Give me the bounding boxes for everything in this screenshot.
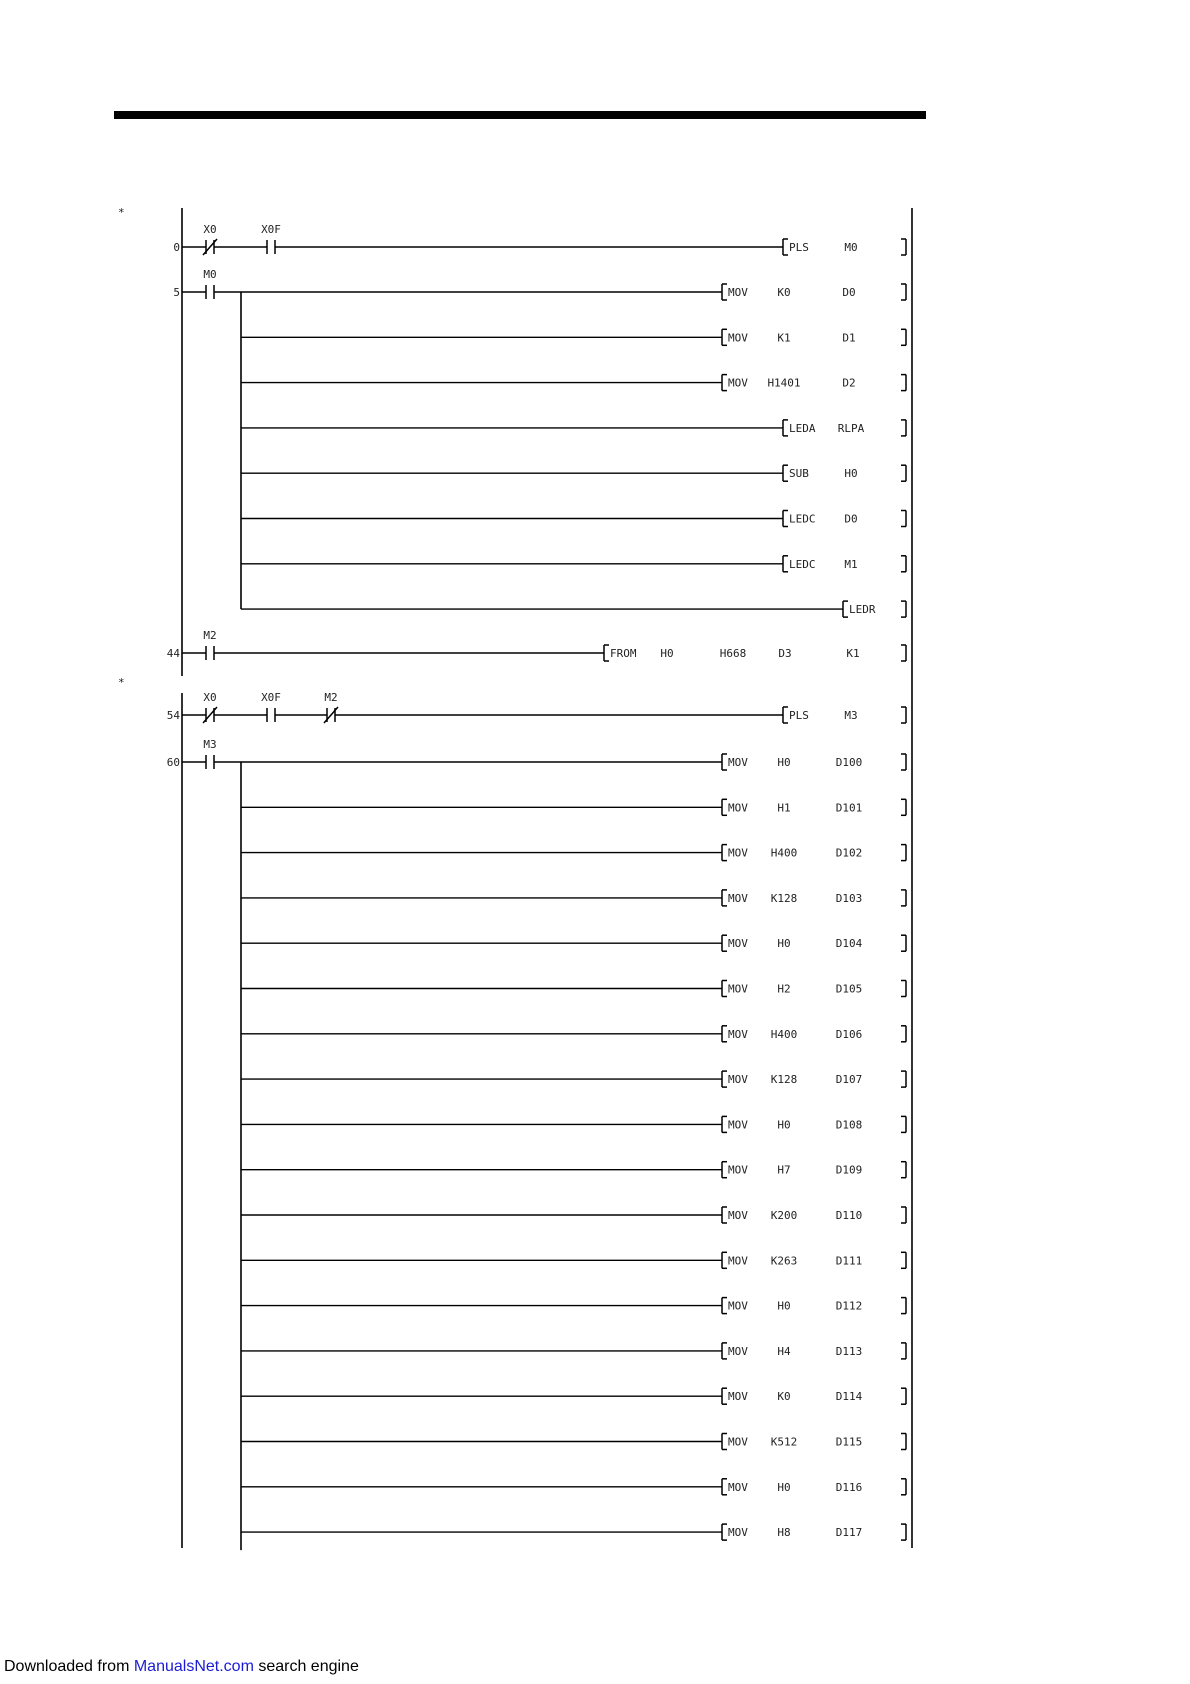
instruction-mov-mnemonic: MOV (728, 891, 748, 905)
manualsnet-link[interactable]: ManualsNet.com (133, 1658, 254, 1675)
instruction-mov-mnemonic: MOV (728, 1435, 748, 1449)
instruction-mov-operand: D105 (835, 982, 863, 996)
instruction-ledc-mnemonic: LEDC (789, 557, 816, 571)
instruction-mov-mnemonic: MOV (728, 1118, 748, 1132)
instruction-mov-operand: H4 (777, 1344, 791, 1358)
instruction-mov-mnemonic: MOV (728, 1390, 748, 1404)
instruction-mov-mnemonic: MOV (728, 1299, 748, 1313)
instruction-mov-operand: D103 (835, 891, 863, 905)
instruction-mov-mnemonic: MOV (728, 376, 748, 390)
instruction-mov-mnemonic: MOV (728, 1073, 748, 1087)
instruction-mov-operand: K128 (770, 1073, 798, 1087)
contact-label: X0F (261, 223, 281, 236)
instruction-leda-operand: RLPA (837, 421, 865, 435)
instruction-mov-operand: K1 (777, 331, 791, 345)
instruction-mov-operand: H0 (777, 1118, 791, 1132)
instruction-mov-operand: D1 (842, 331, 856, 345)
instruction-ledc-operand: D0 (844, 512, 858, 526)
instruction-mov-operand: D112 (835, 1299, 863, 1313)
instruction-mov-mnemonic: MOV (728, 1209, 748, 1222)
instruction-mov-operand: D107 (835, 1073, 863, 1087)
instruction-from-operand: D3 (778, 647, 792, 660)
instruction-mov-operand: D101 (835, 801, 863, 815)
instruction-from-operand: H668 (719, 647, 747, 660)
instruction-mov-operand: D106 (835, 1027, 863, 1041)
instruction-mov-operand: D114 (835, 1390, 863, 1404)
contact-label: X0 (203, 223, 217, 236)
instruction-mov-mnemonic: MOV (728, 1344, 748, 1358)
instruction-mov-mnemonic: MOV (728, 756, 748, 769)
instruction-mov-operand: D113 (835, 1344, 863, 1358)
step-number: 0 (173, 241, 180, 254)
instruction-mov-operand: K200 (770, 1209, 798, 1222)
instruction-mov-operand: D100 (835, 756, 863, 769)
instruction-pls-operand: M3 (844, 709, 858, 722)
instruction-mov-mnemonic: MOV (728, 1526, 748, 1540)
instruction-mov-operand: K0 (777, 286, 791, 299)
footer-note (4, 1658, 359, 1676)
instruction-mov-operand: H400 (770, 846, 798, 860)
instruction-mov-mnemonic: MOV (728, 286, 748, 299)
instruction-mov-operand: H0 (777, 937, 791, 951)
step-number: 5 (173, 286, 180, 299)
instruction-from-operand: H0 (660, 647, 674, 660)
instruction-mov-operand: H2 (777, 982, 791, 996)
instruction-mov-operand: K0 (777, 1390, 791, 1404)
instruction-mov-operand: D108 (835, 1118, 863, 1132)
instruction-mov-mnemonic: MOV (728, 801, 748, 815)
instruction-mov-operand: D104 (835, 937, 863, 951)
instruction-mov-mnemonic: MOV (728, 1254, 748, 1268)
instruction-mov-operand: H0 (777, 1299, 791, 1313)
instruction-mov-operand: H8 (777, 1526, 791, 1540)
instruction-sub-mnemonic: SUB (789, 467, 809, 481)
step-number: 44 (166, 647, 180, 660)
instruction-from-mnemonic: FROM (610, 647, 637, 660)
step-number: 60 (166, 756, 180, 769)
instruction-mov-operand: K128 (770, 891, 798, 905)
instruction-mov-operand: D115 (835, 1435, 863, 1449)
instruction-mov-operand: K512 (770, 1435, 798, 1449)
instruction-mov-operand: D117 (835, 1526, 863, 1540)
instruction-pls-operand: M0 (844, 241, 858, 254)
instruction-mov-mnemonic: MOV (728, 982, 748, 996)
instruction-ledc-operand: M1 (844, 557, 858, 571)
instruction-mov-operand: H1401 (767, 376, 801, 390)
footer-suffix: search engine (253, 1658, 359, 1675)
instruction-mov-operand: D2 (842, 376, 856, 390)
instruction-mov-mnemonic: MOV (728, 1027, 748, 1041)
instruction-mov-operand: D110 (835, 1209, 863, 1222)
contact-label: M2 (203, 629, 217, 642)
instruction-mov-operand: D0 (842, 286, 856, 299)
comment-marker: * (118, 676, 125, 689)
instruction-from-operand: K1 (846, 647, 860, 660)
instruction-mov-mnemonic: MOV (728, 846, 748, 860)
instruction-mov-mnemonic: MOV (728, 1163, 748, 1177)
contact-label: X0F (261, 691, 281, 704)
instruction-leda-mnemonic: LEDA (789, 421, 816, 435)
instruction-pls-mnemonic: PLS (789, 241, 809, 254)
instruction-mov-mnemonic: MOV (728, 331, 748, 345)
instruction-mov-operand: H1 (777, 801, 791, 815)
instruction-mov-mnemonic: MOV (728, 937, 748, 951)
instruction-mov-operand: D102 (835, 846, 863, 860)
instruction-mov-operand: D111 (835, 1254, 863, 1268)
instruction-sub-operand: H0 (844, 467, 858, 481)
contact-label: M0 (203, 268, 217, 281)
contact-label: M3 (203, 738, 217, 751)
instruction-mov-operand: H7 (777, 1163, 791, 1177)
instruction-mov-operand: H0 (777, 756, 791, 769)
instruction-mov-operand: K263 (770, 1254, 798, 1268)
instruction-mov-mnemonic: MOV (728, 1480, 748, 1494)
footer-prefix: Downloaded from (4, 1658, 134, 1675)
instruction-pls-mnemonic: PLS (789, 709, 809, 722)
step-number: 54 (166, 709, 180, 722)
comment-marker: * (118, 206, 125, 219)
instruction-mov-operand: D109 (835, 1163, 863, 1177)
instruction-mov-operand: D116 (835, 1480, 863, 1494)
contact-label: X0 (203, 691, 217, 704)
contact-label: M2 (324, 691, 338, 704)
instruction-mov-operand: H400 (770, 1027, 798, 1041)
instruction-ledr-mnemonic: LEDR (849, 603, 876, 617)
instruction-mov-operand: H0 (777, 1480, 791, 1494)
instruction-ledc-mnemonic: LEDC (789, 512, 816, 526)
